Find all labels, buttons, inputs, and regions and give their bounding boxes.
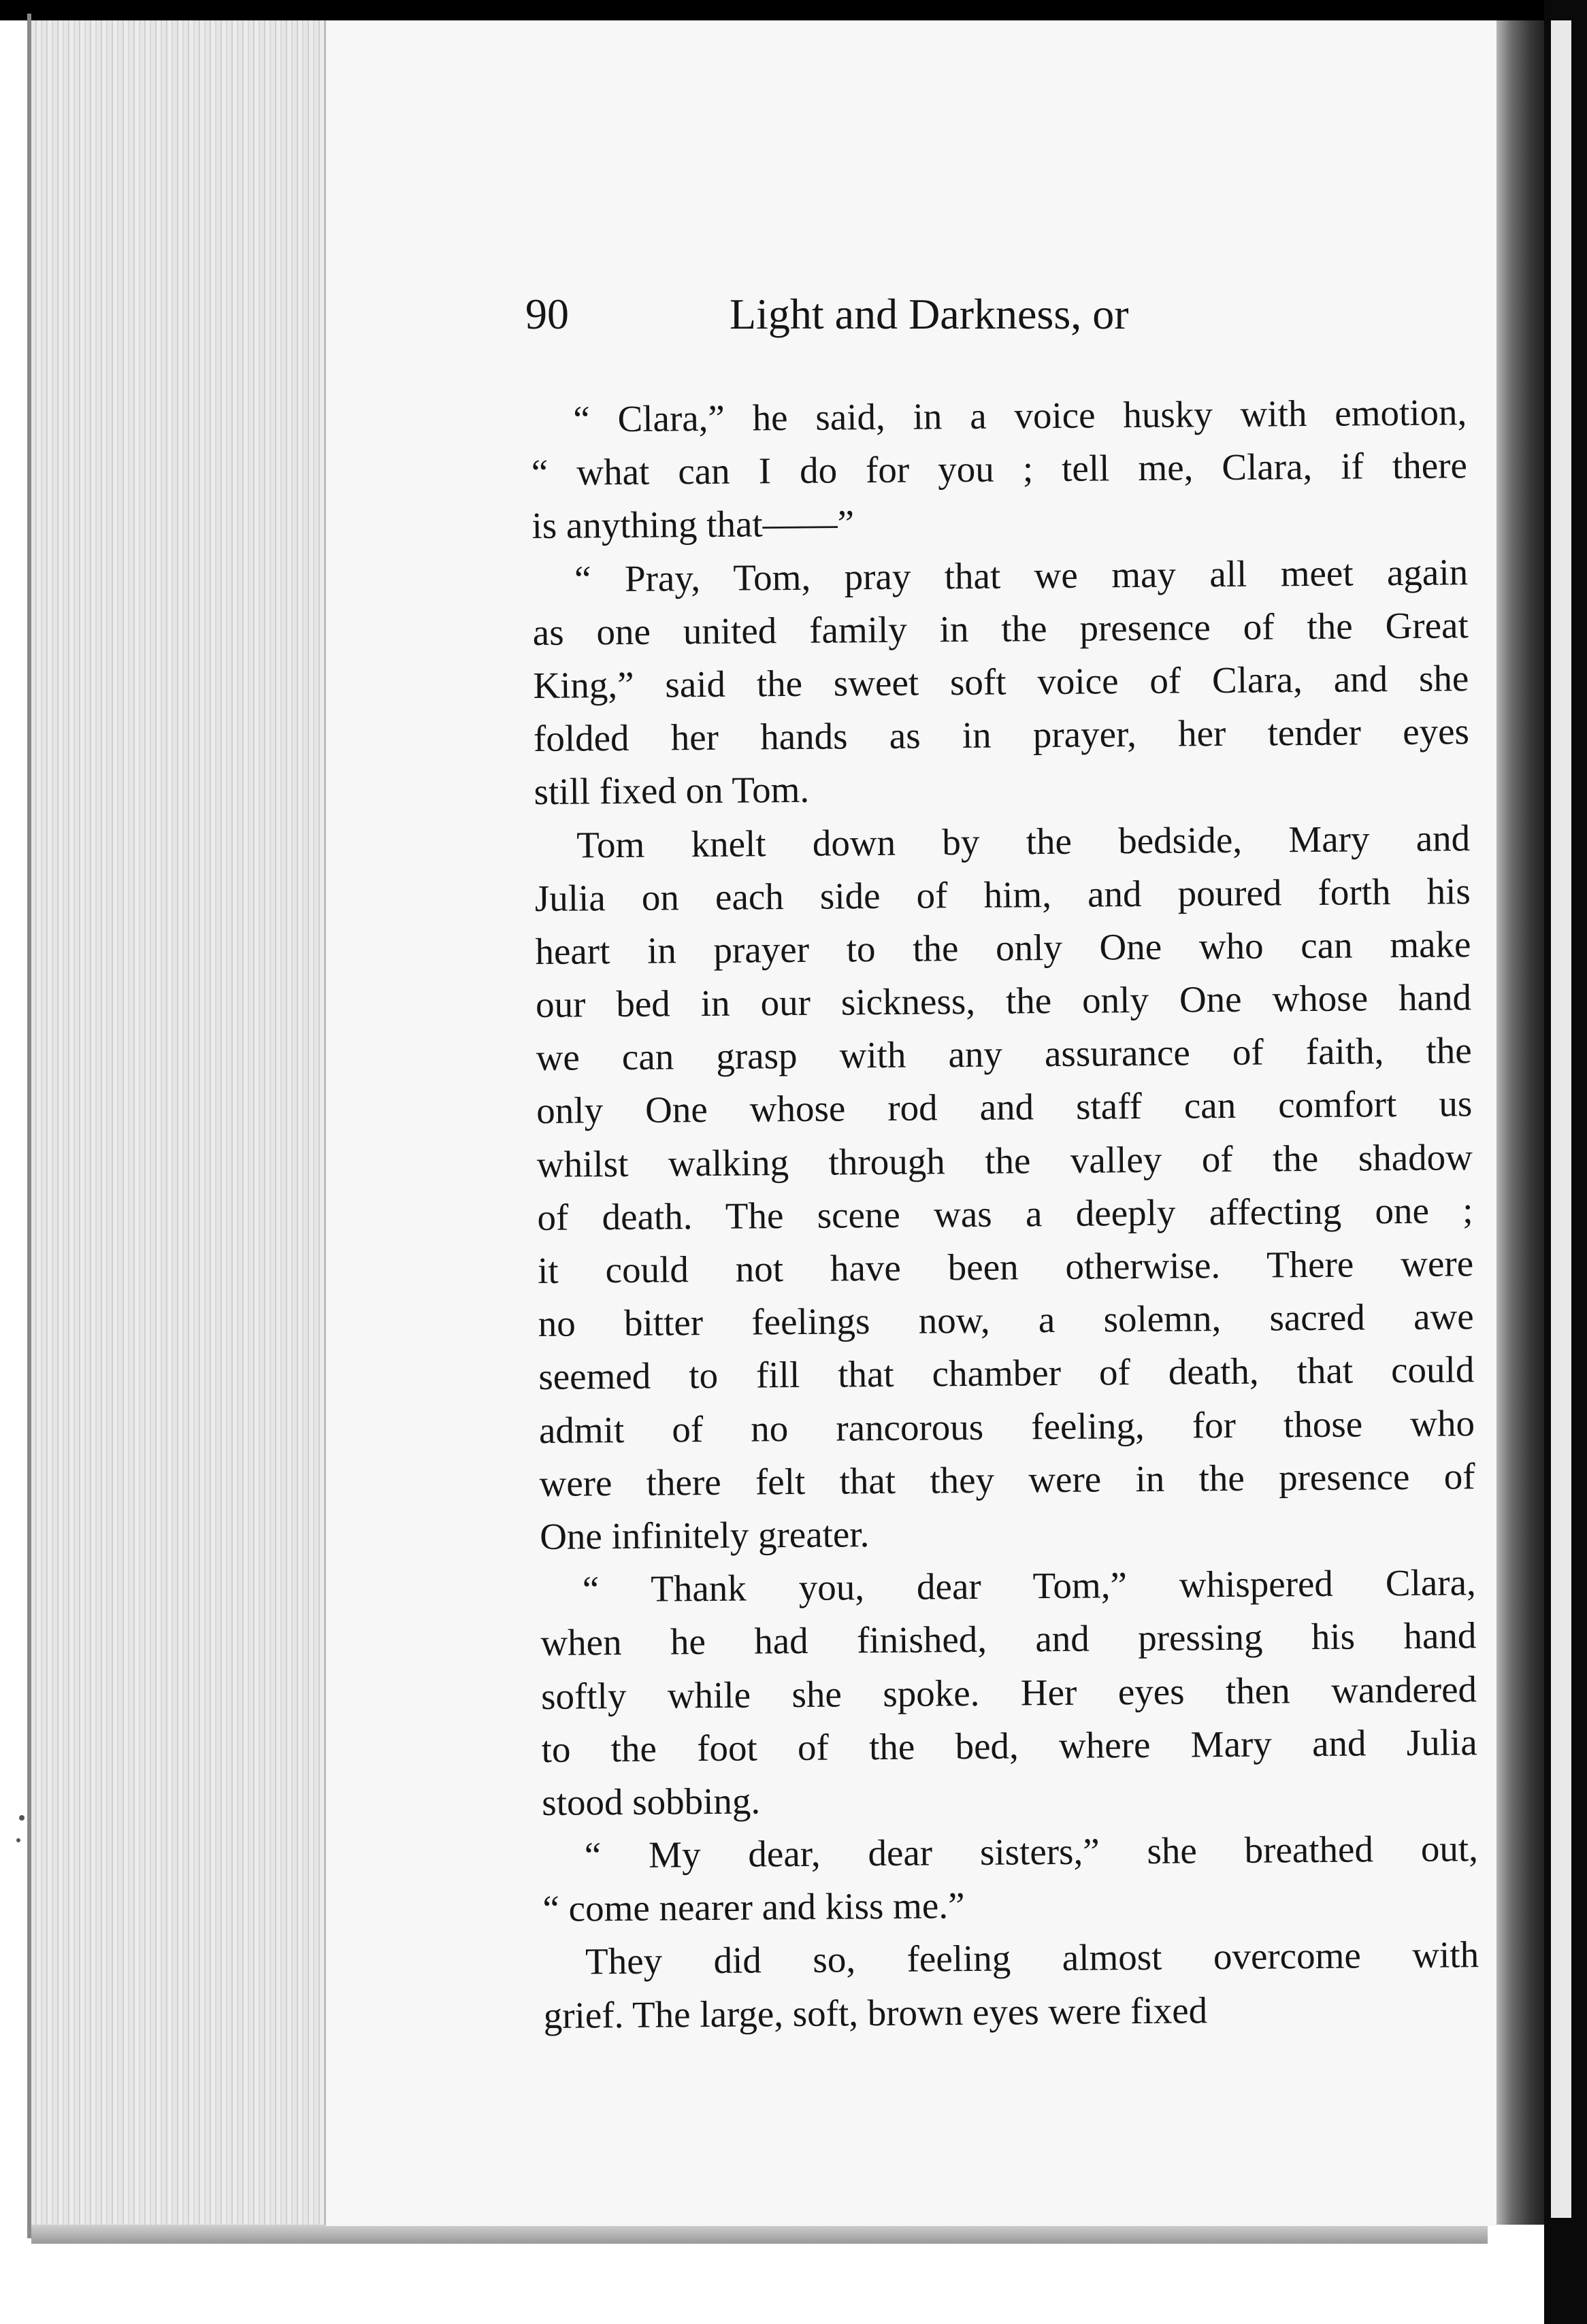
text-line: “ what can I do for you ; tell me, Clara, if there bbox=[531, 444, 1468, 494]
scan-right-strip bbox=[1551, 20, 1571, 2218]
text-line: “ Pray, Tom, pray that we may all meet again bbox=[574, 550, 1469, 600]
running-title: Light and Darkness, or bbox=[730, 290, 1129, 338]
page-header bbox=[525, 290, 1342, 338]
scan-top-border bbox=[0, 0, 1587, 20]
dust-speck bbox=[16, 1838, 20, 1842]
text-line: King,” said the sweet soft voice of Clara, and she bbox=[533, 657, 1469, 706]
text-line: Tom knelt down by the bedside, Mary and bbox=[576, 816, 1471, 865]
text-line: only One whose rod and staff can comfort us bbox=[536, 1082, 1473, 1132]
text-line: softly while she spoke. Her eyes then wandered bbox=[540, 1667, 1477, 1717]
dust-speck bbox=[19, 1815, 24, 1821]
text-line: whilst walking through the valley of the shadow bbox=[536, 1135, 1473, 1185]
text-line: of death. The scene was a deeply affecting one ; bbox=[537, 1189, 1473, 1238]
text-line: it could not have been otherwise. There were bbox=[537, 1242, 1474, 1291]
text-line: admit of no rancorous feeling, for those who bbox=[538, 1401, 1475, 1451]
text-line: to the foot of the bed, where Mary and Julia bbox=[541, 1721, 1477, 1770]
text-line: grief. The large, soft, brown eyes were fixed bbox=[543, 1989, 1208, 2036]
text-line: “ My dear, dear sisters,” she breathed out, bbox=[584, 1827, 1479, 1876]
text-line: “ Clara,” he said, in a voice husky with emotion, bbox=[573, 391, 1467, 440]
text-line: “ Thank you, dear Tom,” whispered Clara, bbox=[582, 1561, 1477, 1610]
text-line: folded her hands as in prayer, her tender eyes bbox=[533, 710, 1470, 760]
text-line: Julia on each side of him, and poured forth his bbox=[534, 869, 1471, 919]
text-line: as one united family in the presence of the Great bbox=[532, 603, 1469, 653]
text-line: One infinitely greater. bbox=[539, 1513, 870, 1557]
stacked-page-edges bbox=[31, 20, 326, 2238]
text-line: heart in prayer to the only One who can make bbox=[535, 923, 1471, 972]
text-line: we can grasp with any assurance of faith, the bbox=[536, 1029, 1472, 1079]
text-line: “ come nearer and kiss me.” bbox=[542, 1885, 965, 1930]
text-line: when he had finished, and pressing his hand bbox=[540, 1614, 1477, 1664]
text-line: still fixed on Tom. bbox=[534, 769, 810, 813]
text-line: seemed to fill that chamber of death, that could bbox=[538, 1348, 1475, 1398]
body-text bbox=[531, 386, 1479, 2042]
text-line: stood sobbing. bbox=[542, 1780, 761, 1823]
text-line: were there felt that they were in the presence of bbox=[539, 1455, 1475, 1504]
book-spine-shadow bbox=[1496, 20, 1544, 2225]
book-bottom-edge bbox=[31, 2225, 1488, 2244]
text-line: is anything that——” bbox=[531, 502, 855, 547]
text-line: our bed in our sickness, the only One whose hand bbox=[535, 976, 1472, 1026]
text-line: no bitter feelings now, a solemn, sacred awe bbox=[538, 1295, 1474, 1345]
text-line: They did so, feeling almost overcome with bbox=[585, 1933, 1479, 1982]
page-number: 90 bbox=[525, 290, 569, 338]
